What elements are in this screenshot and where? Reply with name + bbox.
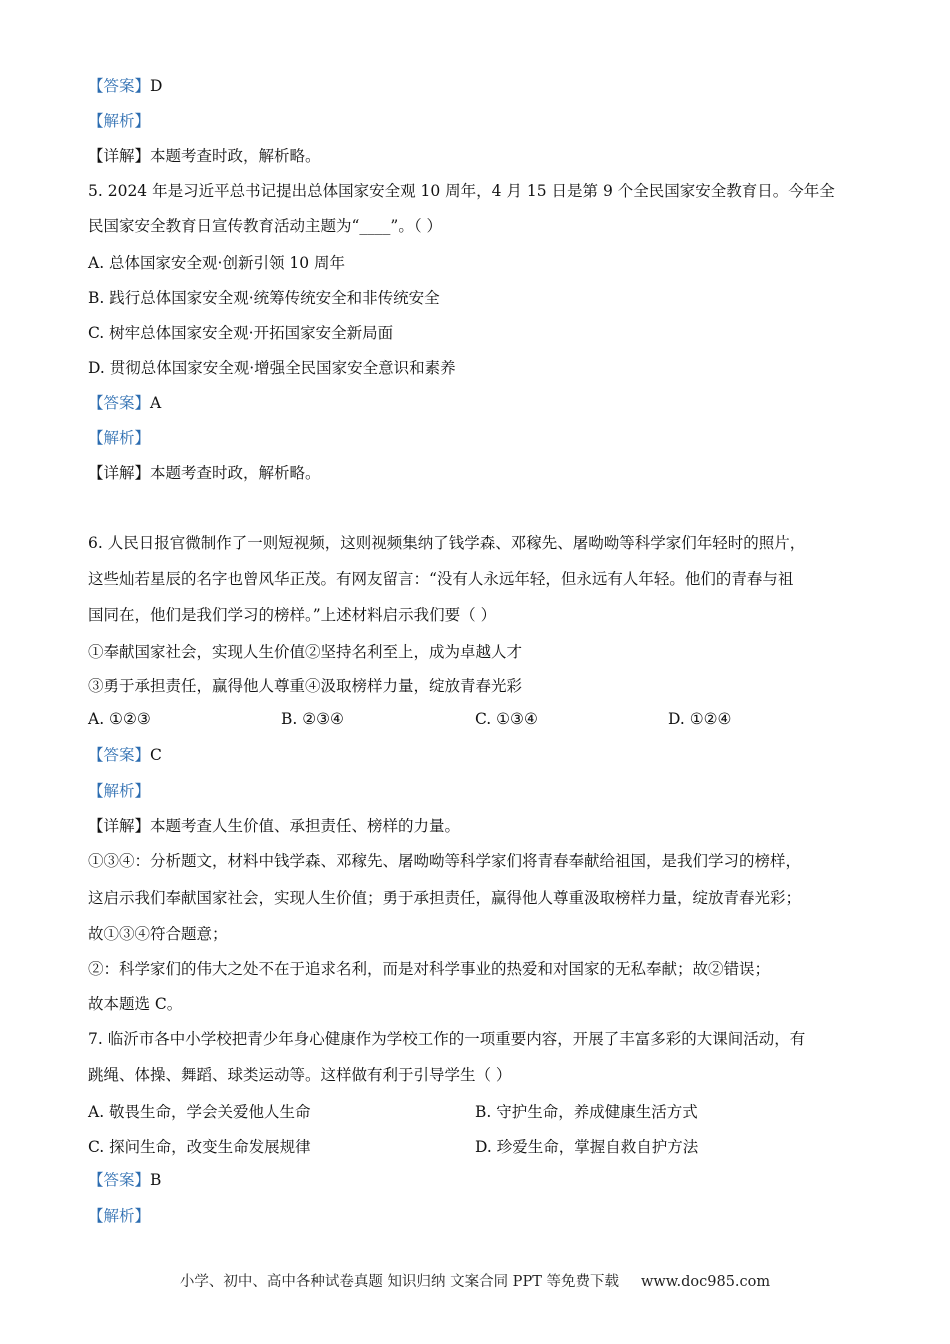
detail-line xyxy=(88,146,321,166)
analysis-tag-line xyxy=(88,111,150,131)
q6-option-a: A. ①②③ xyxy=(88,710,151,728)
q7-option-d: D. 珍爱生命，掌握自救自护方法 xyxy=(475,1138,699,1156)
q5-option-a: A. 总体国家安全观·创新引领 10 周年 xyxy=(88,254,346,272)
q7-answer-line xyxy=(88,1170,161,1190)
q7-analysis-tag-line xyxy=(88,1206,150,1226)
q6-option-c: C. ①③④ xyxy=(475,710,538,728)
detail-tag: 【详解】 xyxy=(88,464,151,482)
answer-tag: 【答案】 xyxy=(88,77,151,95)
q6-explanation-4: ②：科学家们的伟大之处不在于追求名利，而是对科学事业的热爱和对国家的无私奉献；故②错误； xyxy=(88,960,771,978)
q5-stem-line-2: 民国家安全教育日宣传教育活动主题为“____”。（ ） xyxy=(88,217,443,235)
answer-value: A xyxy=(150,394,162,412)
q6-option-b: B. ②③④ xyxy=(281,710,344,728)
q5-option-d: D. 贯彻总体国家安全观·增强全民国家安全意识和素养 xyxy=(88,359,456,377)
q7-option-b: B. 守护生命，养成健康生活方式 xyxy=(475,1103,698,1121)
q6-statement-2: ③勇于承担责任，赢得他人尊重④汲取榜样力量，绽放青春光彩 xyxy=(88,677,523,695)
q5-option-c: C. 树牢总体国家安全观·开拓国家安全新局面 xyxy=(88,324,394,342)
page-footer xyxy=(0,1270,950,1291)
q5-stem-line-1: 5. 2024 年是习近平总书记提出总体国家安全观 10 周年，4 月 15 日是第 9 个全民国家安全教育日。今年全 xyxy=(88,182,835,200)
detail-text: 本题考查人生价值、承担责任、榜样的力量。 xyxy=(150,817,461,835)
detail-tag: 【详解】 xyxy=(88,147,151,165)
q6-answer-line xyxy=(88,745,162,765)
answer-value: B xyxy=(150,1171,162,1189)
answer-tag: 【答案】 xyxy=(88,746,151,764)
q6-explanation-3: 故①③④符合题意； xyxy=(88,925,228,943)
analysis-tag: 【解析】 xyxy=(88,429,151,447)
answer-value: C xyxy=(150,746,162,764)
answer-value: D xyxy=(150,77,163,95)
q6-stem-line-3: 国同在，他们是我们学习的榜样。”上述材料启示我们要（ ） xyxy=(88,606,497,624)
q6-option-d: D. ①②④ xyxy=(668,710,732,728)
q6-explanation-1: ①③④：分析题文，材料中钱学森、邓稼先、屠呦呦等科学家们将青春奉献给祖国，是我们学习的榜样， xyxy=(88,852,802,870)
q7-option-a: A. 敬畏生命，学会关爱他人生命 xyxy=(88,1103,311,1121)
q7-option-c: C. 探问生命，改变生命发展规律 xyxy=(88,1138,311,1156)
q7-stem-line-2: 跳绳、体操、舞蹈、球类运动等。这样做有利于引导学生（ ） xyxy=(88,1066,512,1084)
answer-line xyxy=(88,76,162,96)
footer-url[interactable]: www.doc985.com xyxy=(640,1274,771,1290)
q6-stem-line-1: 6. 人民日报官微制作了一则短视频，这则视频集纳了钱学森、邓稼先、屠呦呦等科学家们年轻时的照片， xyxy=(88,534,806,552)
q7-stem-line-1: 7. 临沂市各中小学校把青少年身心健康作为学校工作的一项重要内容，开展了丰富多彩的大课间活动，有 xyxy=(88,1030,806,1048)
q5-detail-line xyxy=(88,463,321,483)
analysis-tag: 【解析】 xyxy=(88,782,151,800)
q5-analysis-tag-line xyxy=(88,428,150,448)
q5-answer-line xyxy=(88,393,161,413)
q6-explanation-5: 故本题选 C。 xyxy=(88,995,183,1013)
analysis-tag: 【解析】 xyxy=(88,1207,151,1225)
q6-statement-1: ①奉献国家社会，实现人生价值②坚持名利至上，成为卓越人才 xyxy=(88,643,523,661)
analysis-tag: 【解析】 xyxy=(88,112,151,130)
answer-tag: 【答案】 xyxy=(88,1171,151,1189)
q5-option-b: B. 践行总体国家安全观·统筹传统安全和非传统安全 xyxy=(88,289,440,307)
q6-explanation-2: 这启示我们奉献国家社会，实现人生价值；勇于承担责任，赢得他人尊重汲取榜样力量，绽放青春光彩； xyxy=(88,889,802,907)
detail-text: 本题考查时政，解析略。 xyxy=(150,147,321,165)
q6-analysis-tag-line xyxy=(88,781,150,801)
q6-detail-line xyxy=(88,816,460,836)
detail-tag: 【详解】 xyxy=(88,817,151,835)
q6-stem-line-2: 这些灿若星辰的名字也曾风华正茂。有网友留言：“没有人永远年轻，但永远有人年轻。他们的青春与祖 xyxy=(88,570,794,588)
answer-tag: 【答案】 xyxy=(88,394,151,412)
footer-text: 小学、初中、高中各种试卷真题 知识归纳 文案合同 PPT 等免费下载 xyxy=(179,1274,619,1290)
detail-text: 本题考查时政，解析略。 xyxy=(150,464,321,482)
